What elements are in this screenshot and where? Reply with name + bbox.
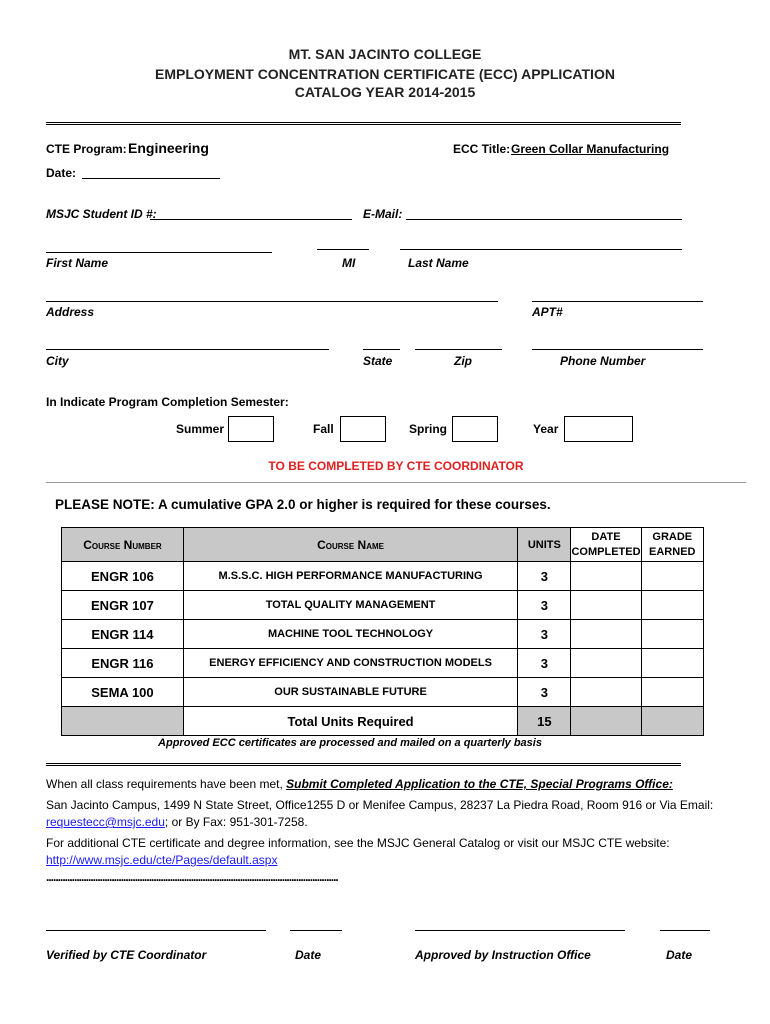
course-name: TOTAL QUALITY MANAGEMENT bbox=[183, 591, 517, 620]
grade-earned-cell[interactable] bbox=[641, 620, 703, 649]
email-field[interactable] bbox=[406, 219, 682, 220]
ecc-title-value[interactable]: Green Collar Manufacturing bbox=[511, 142, 670, 156]
fax-text: ; or By Fax: 951-301-7258. bbox=[164, 815, 308, 829]
course-units: 3 bbox=[518, 562, 571, 591]
address-label: Address bbox=[46, 305, 95, 319]
table-header-row bbox=[62, 528, 704, 562]
date1-line[interactable] bbox=[290, 930, 342, 931]
year-label: Year bbox=[533, 422, 559, 436]
table-row bbox=[62, 620, 704, 649]
grade-earned-header bbox=[641, 528, 703, 562]
course-name-header: Course Name bbox=[183, 528, 517, 562]
state-label: State bbox=[363, 354, 393, 368]
fall-checkbox[interactable] bbox=[340, 416, 386, 442]
phone-field[interactable] bbox=[532, 349, 703, 350]
course-number: ENGR 106 bbox=[62, 562, 184, 591]
course-number: ENGR 114 bbox=[62, 620, 184, 649]
city-label: City bbox=[46, 354, 69, 368]
year-field[interactable] bbox=[564, 416, 633, 442]
ecc-title-label: ECC Title: bbox=[453, 142, 511, 156]
cte-program-label: CTE Program: bbox=[46, 142, 127, 156]
coordinator-heading: TO BE COMPLETED BY CTE COORDINATOR bbox=[268, 459, 524, 473]
request-email-link[interactable]: requestecc@msjc.edu bbox=[46, 815, 165, 829]
grade-earned-cell[interactable] bbox=[641, 678, 703, 707]
date-completed-cell[interactable] bbox=[571, 591, 641, 620]
apt-field[interactable] bbox=[532, 301, 703, 302]
course-units: 3 bbox=[518, 591, 571, 620]
instructions-lead bbox=[46, 777, 673, 791]
city-field[interactable] bbox=[46, 349, 329, 350]
coordinator-signature-line[interactable] bbox=[46, 930, 266, 931]
course-table bbox=[61, 527, 704, 736]
last-name-field[interactable] bbox=[400, 249, 682, 250]
table-row bbox=[62, 678, 704, 707]
total-blank-cell bbox=[641, 707, 703, 736]
gpa-note: PLEASE NOTE: A cumulative GPA 2.0 or higher is required for these courses. bbox=[55, 497, 551, 512]
date-completed-header bbox=[571, 528, 641, 562]
date2-line[interactable] bbox=[660, 930, 710, 931]
zip-label: Zip bbox=[454, 354, 472, 368]
course-name: MACHINE TOOL TECHNOLOGY bbox=[183, 620, 517, 649]
additional-info: For additional CTE certificate and degree information, see the MSJC General Catalog or visit our MSJC CTE website: bbox=[46, 836, 670, 850]
phone-label: Phone Number bbox=[560, 354, 646, 368]
student-id-label: MSJC Student ID #: bbox=[46, 207, 157, 221]
course-number: ENGR 116 bbox=[62, 649, 184, 678]
course-units: 3 bbox=[518, 678, 571, 707]
course-units: 3 bbox=[518, 649, 571, 678]
date-header-line1: DATE bbox=[591, 530, 621, 543]
grade-header-line1: GRADE bbox=[652, 530, 693, 543]
fall-label: Fall bbox=[313, 422, 334, 436]
date-completed-cell[interactable] bbox=[571, 620, 641, 649]
mi-label: MI bbox=[342, 256, 356, 270]
grade-earned-cell[interactable] bbox=[641, 591, 703, 620]
date-field[interactable] bbox=[82, 178, 220, 179]
approved-label: Approved by Instruction Office bbox=[415, 948, 591, 962]
spring-checkbox[interactable] bbox=[452, 416, 498, 442]
catalog-year: CATALOG YEAR 2014-2015 bbox=[294, 84, 476, 100]
total-blank-cell bbox=[62, 707, 184, 736]
instructions-divider bbox=[46, 763, 681, 768]
first-name-field[interactable] bbox=[46, 252, 272, 253]
email-fax-line bbox=[46, 815, 308, 829]
coordinator-divider bbox=[46, 482, 746, 483]
last-name-label: Last Name bbox=[408, 256, 469, 270]
total-row bbox=[62, 707, 704, 736]
table-row bbox=[62, 591, 704, 620]
completion-semester-label: In Indicate Program Completion Semester: bbox=[46, 395, 289, 409]
cte-website-line bbox=[46, 853, 277, 867]
college-name: MT. SAN JACINTO COLLEGE bbox=[288, 46, 482, 62]
zip-field[interactable] bbox=[415, 349, 502, 350]
total-units-value: 15 bbox=[518, 707, 571, 736]
course-name: ENERGY EFFICIENCY AND CONSTRUCTION MODELS bbox=[183, 649, 517, 678]
instruction-office-signature-line[interactable] bbox=[415, 930, 625, 931]
form-title: EMPLOYMENT CONCENTRATION CERTIFICATE (ECC) APPLICATION bbox=[155, 66, 615, 82]
apt-label: APT# bbox=[532, 305, 563, 319]
units-header: UNITS bbox=[518, 528, 571, 562]
spring-label: Spring bbox=[409, 422, 447, 436]
date-header-line2: COMPLETED bbox=[571, 545, 641, 558]
cte-website-link[interactable]: http://www.msjc.edu/cte/Pages/default.aspx bbox=[46, 853, 278, 867]
date-completed-cell[interactable] bbox=[571, 649, 641, 678]
grade-earned-cell[interactable] bbox=[641, 649, 703, 678]
course-name: OUR SUSTAINABLE FUTURE bbox=[183, 678, 517, 707]
instructions-lead-emphasis: Submit Completed Application to the CTE, Special Programs Office: bbox=[286, 777, 673, 791]
course-number-header: Course Number bbox=[62, 528, 184, 562]
dotted-separator: ............................................................................................................................. bbox=[46, 870, 338, 884]
student-id-field[interactable] bbox=[150, 219, 352, 220]
date1-label: Date bbox=[295, 948, 322, 962]
total-units-label: Total Units Required bbox=[183, 707, 517, 736]
date-completed-cell[interactable] bbox=[571, 562, 641, 591]
grade-earned-cell[interactable] bbox=[641, 562, 703, 591]
table-row bbox=[62, 649, 704, 678]
grade-header-line2: EARNED bbox=[649, 545, 696, 558]
cte-program-value[interactable]: Engineering bbox=[128, 140, 209, 156]
summer-checkbox[interactable] bbox=[228, 416, 274, 442]
state-field[interactable] bbox=[363, 349, 400, 350]
verified-label: Verified by CTE Coordinator bbox=[46, 948, 207, 962]
date2-label: Date bbox=[666, 948, 693, 962]
date-completed-cell[interactable] bbox=[571, 678, 641, 707]
date-label: Date: bbox=[46, 166, 77, 180]
instructions-lead-text: When all class requirements have been met, bbox=[46, 777, 283, 791]
address-field[interactable] bbox=[46, 301, 498, 302]
summer-label: Summer bbox=[176, 422, 225, 436]
table-row bbox=[62, 562, 704, 591]
course-number: SEMA 100 bbox=[62, 678, 184, 707]
total-blank-cell bbox=[571, 707, 641, 736]
course-units: 3 bbox=[518, 620, 571, 649]
email-label: E-Mail: bbox=[363, 207, 403, 221]
course-name: M.S.S.C. HIGH PERFORMANCE MANUFACTURING bbox=[183, 562, 517, 591]
first-name-label: First Name bbox=[46, 256, 109, 270]
approved-note: Approved ECC certificates are processed and mailed on a quarterly basis bbox=[158, 737, 542, 749]
course-number: ENGR 107 bbox=[62, 591, 184, 620]
campus-info: San Jacinto Campus, 1499 N State Street, Office1255 D or Menifee Campus, 28237 La Piedra Road, Room 916 or Via Email: bbox=[46, 798, 714, 812]
mi-field[interactable] bbox=[317, 249, 369, 250]
header-divider bbox=[46, 122, 681, 127]
